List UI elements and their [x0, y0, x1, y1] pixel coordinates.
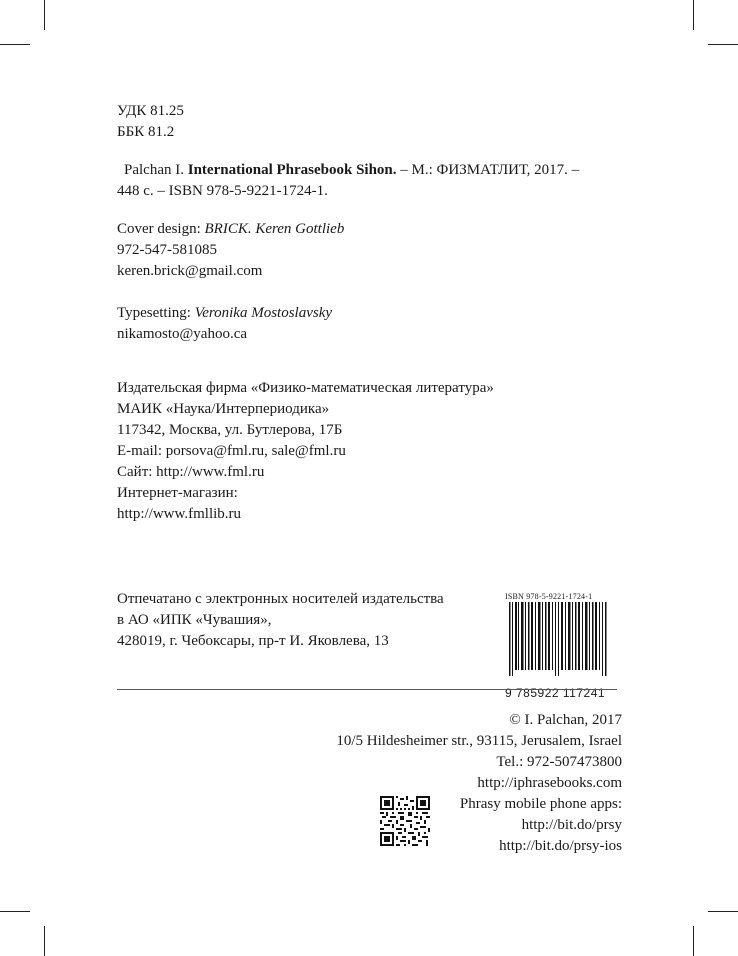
- crop-mark: [44, 926, 45, 956]
- publisher-line: Сайт: http://www.fml.ru: [117, 464, 265, 480]
- cover-design-label: Cover design:: [117, 221, 205, 237]
- printer-line: 428019, г. Чебоксары, пр-т И. Яковлева, 13: [117, 633, 389, 649]
- crop-mark: [44, 0, 45, 30]
- publisher-line: E-mail: porsova@fml.ru, sale@fml.ru: [117, 443, 346, 459]
- bbk-code: ББК 81.2: [117, 124, 175, 140]
- cover-designer-phone: 972-547-581085: [117, 242, 217, 258]
- citation-imprint: – М.: ФИЗМАТЛИТ, 2017. –: [396, 162, 580, 178]
- crop-mark: [708, 911, 738, 912]
- publisher-info: [117, 378, 494, 525]
- barcode-icon: [505, 602, 613, 676]
- cover-designer-name: BRICK. Keren Gottlieb: [204, 221, 345, 237]
- typesetting-credit: [117, 303, 332, 345]
- apps-label: Phrasy mobile phone apps:: [459, 796, 622, 812]
- cover-designer-email: keren.brick@gmail.com: [117, 263, 263, 279]
- printer-line: Отпечатано с электронных носителей издательства: [117, 591, 444, 607]
- qr-code-icon: [380, 796, 430, 846]
- bibliographic-citation: [117, 160, 622, 202]
- citation-title: International Phrasebook Sihon.: [187, 162, 397, 178]
- address-line: 10/5 Hildesheimer str., 93115, Jerusalem, Israel: [336, 733, 622, 749]
- typesetting-label: Typesetting:: [117, 305, 195, 321]
- crop-mark: [0, 911, 30, 912]
- cover-design-credit: [117, 219, 344, 282]
- typesetter-email: nikamosto@yahoo.ca: [117, 326, 248, 342]
- ios-app-link: http://bit.do/prsy-ios: [499, 838, 622, 854]
- phone-line: Tel.: 972-507473800: [496, 754, 622, 770]
- isbn-barcode: [505, 592, 613, 704]
- publisher-line: http://www.fmllib.ru: [117, 506, 242, 522]
- crop-mark: [693, 0, 694, 30]
- barcode-isbn-label: ISBN 978-5-9221-1724-1: [505, 592, 593, 601]
- udk-code: УДК 81.25: [117, 103, 184, 119]
- publisher-line: Издательская фирма «Физико-математическая литература»: [117, 380, 494, 396]
- citation-pages-isbn: 448 с. – ISBN 978-5-9221-1724-1.: [117, 183, 328, 199]
- publisher-line: Интернет-магазин:: [117, 485, 238, 501]
- android-app-link: http://bit.do/prsy: [521, 817, 622, 833]
- printer-line: в АО «ИПК «Чувашия»,: [117, 612, 272, 628]
- barcode-digits: 9 785922 117241: [505, 686, 606, 700]
- website-link: http://iphrasebooks.com: [477, 775, 622, 791]
- classification-codes: [117, 101, 184, 143]
- crop-mark: [693, 926, 694, 956]
- citation-author: Palchan I.: [124, 162, 188, 178]
- publisher-line: 117342, Москва, ул. Бутлерова, 17Б: [117, 422, 343, 438]
- divider-line: [117, 689, 617, 690]
- copyright-line: © I. Palchan, 2017: [509, 712, 622, 728]
- printer-info: [117, 589, 444, 652]
- crop-mark: [0, 44, 30, 45]
- typesetter-name: Veronika Mostoslavsky: [194, 305, 333, 321]
- crop-mark: [708, 44, 738, 45]
- publisher-line: МАИК «Наука/Интерпериодика»: [117, 401, 330, 417]
